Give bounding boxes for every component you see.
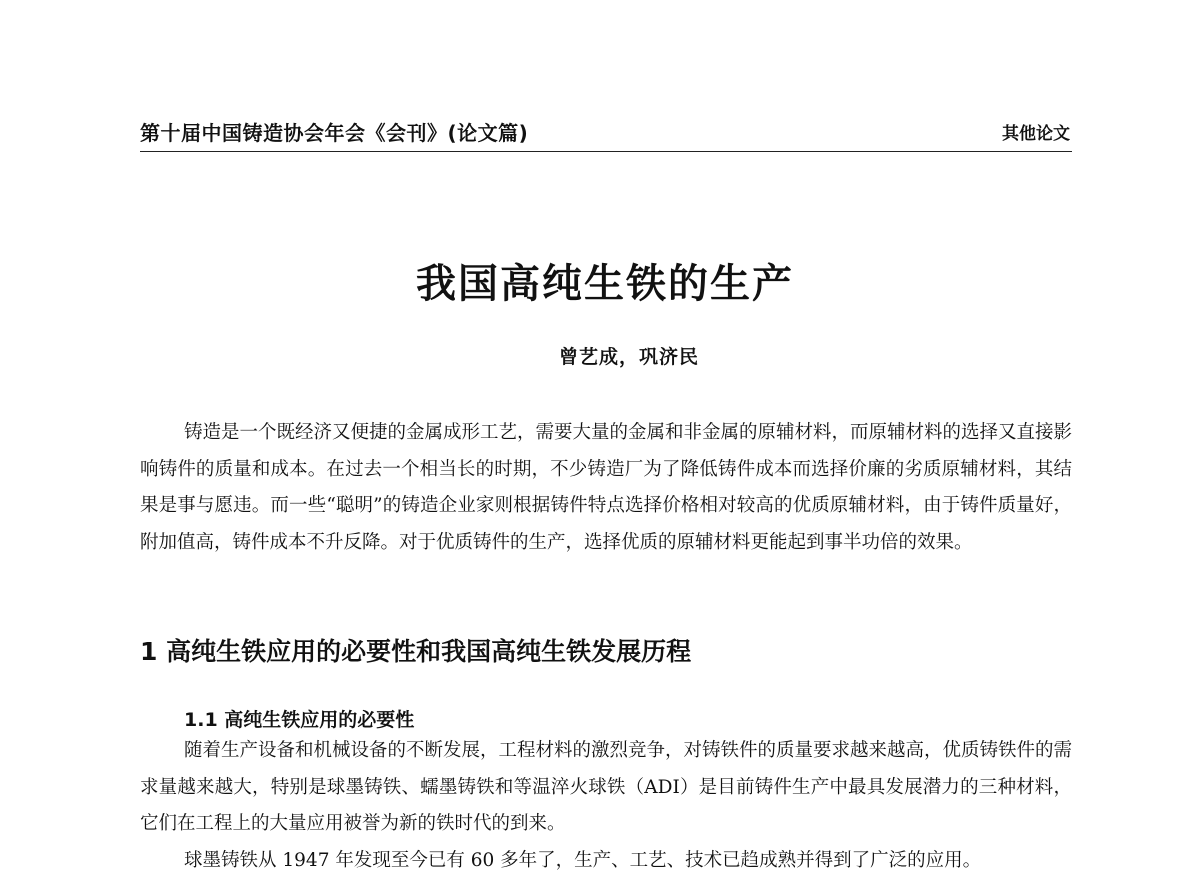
running-header (140, 115, 1072, 152)
authors: 曾艺成，巩济民 (558, 346, 699, 368)
section-1-1-heading: 1.1 高纯生铁应用的必要性 (184, 709, 415, 731)
section-label: 其他论文 (1002, 124, 1070, 144)
intro-paragraph: 铸造是一个既经济又便捷的金属成形工艺，需要大量的金属和非金属的原辅材料，而原辅材料的选择又直接影响铸件的质量和成本。在过去一个相当长的时期，不少铸造厂为了降低铸件成本而选择价廉的劣质原辅材料，其结果是事与愿违。而一些“聪明”的铸造企业家则根据铸件特点选择价格相对较高的优质原辅材料，由于铸件质量好，附加值高，铸件成本不升反降。对于优质铸件的生产，选择优质的原辅材料更能起到事半功倍的效果。 (140, 422, 1073, 553)
paper-title: 我国高纯生铁的生产 (416, 261, 794, 307)
journal-title: 第十届中国铸造协会年会《会刊》(论文篇) (140, 121, 529, 145)
section-1-1-paragraph-1: 随着生产设备和机械设备的不断发展，工程材料的激烈竞争，对铸铁件的质量要求越来越高，优质铸铁件的需求量越来越大，特别是球墨铸铁、蠕墨铸铁和等温淬火球铁（ADI）是目前铸件生产中最具发展潜力的三种材料，它们在工程上的大量应用被誉为新的铁时代的到来。 (140, 740, 1073, 834)
section-1-heading: 1 高纯生铁应用的必要性和我国高纯生铁发展历程 (140, 637, 692, 666)
section-1-1-paragraph-2: 球墨铸铁从 1947 年发现至今已有 60 多年了，生产、工艺、技术已趋成熟并得到了广泛的应用。 (184, 850, 982, 871)
